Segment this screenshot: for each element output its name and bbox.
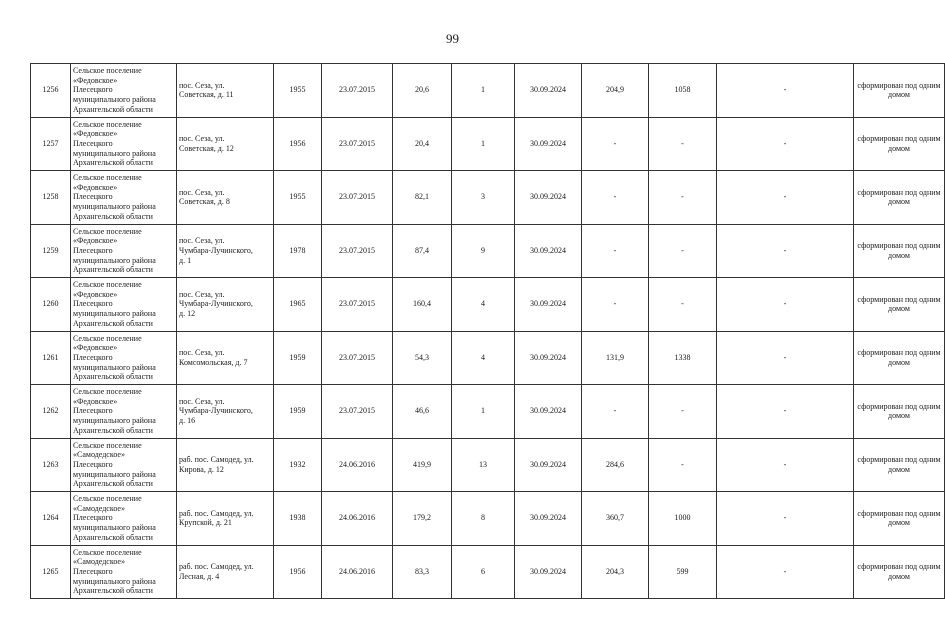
settlement-cell-line: Плесецкого <box>73 192 113 202</box>
settlement-cell-line: «Самодедское» <box>73 503 125 513</box>
settlement-cell-line: Сельское поселение <box>73 494 142 504</box>
recognition-date-cell: 24.06.2016 <box>322 545 393 599</box>
value-cell: 204,3 <box>582 545 649 599</box>
recognition-date-cell: 23.07.2015 <box>322 224 393 278</box>
value-cell: - <box>717 278 854 332</box>
residents-cell: 8 <box>452 492 515 546</box>
residents-cell: 1 <box>452 385 515 439</box>
area-cell: 46,6 <box>393 385 452 439</box>
table-row <box>31 331 945 385</box>
value-cell: - <box>717 438 854 492</box>
settlement-cell-line: Архангельской области <box>73 104 153 114</box>
value-cell: - <box>717 492 854 546</box>
value-cell: - <box>582 278 649 332</box>
row-number-cell: 1265 <box>31 545 71 599</box>
row-number-cell: 1261 <box>31 331 71 385</box>
status-cell: сформирован под одним домом <box>854 331 945 385</box>
address-cell-line: пос. Сеза, ул. <box>179 187 225 197</box>
status-cell: сформирован под одним домом <box>854 278 945 332</box>
address-cell-line: Чумбара-Лучинского, <box>179 406 253 416</box>
row-number-cell: 1264 <box>31 492 71 546</box>
recognition-date-cell: 24.06.2016 <box>322 438 393 492</box>
settlement-cell-line: Архангельской области <box>73 318 153 328</box>
settlement-cell <box>71 171 177 225</box>
settlement-cell-line: Сельское поселение <box>73 226 142 236</box>
settlement-cell-line: Сельское поселение <box>73 66 142 76</box>
settlement-cell-line: «Федовское» <box>73 182 118 192</box>
settlement-cell <box>71 545 177 599</box>
value-cell: - <box>582 117 649 171</box>
value-cell: - <box>717 385 854 439</box>
table-row <box>31 278 945 332</box>
recognition-date-cell: 23.07.2015 <box>322 278 393 332</box>
row-number-cell: 1260 <box>31 278 71 332</box>
address-cell-line: Кирова, д. 12 <box>179 464 224 474</box>
value-cell: - <box>649 278 717 332</box>
settlement-cell-line: Плесецкого <box>73 138 113 148</box>
settlement-cell-line: «Федовское» <box>73 236 118 246</box>
address-cell-line: д. 16 <box>179 416 196 426</box>
address-cell <box>177 438 274 492</box>
address-cell-line: д. 12 <box>179 309 196 319</box>
residents-cell: 9 <box>452 224 515 278</box>
settlement-cell-line: Сельское поселение <box>73 119 142 129</box>
settlement-cell-line: муниципального района <box>73 255 156 265</box>
area-cell: 20,6 <box>393 64 452 118</box>
settlement-cell-line: муниципального района <box>73 469 156 479</box>
value-cell: - <box>649 438 717 492</box>
build-year-cell: 1956 <box>274 117 322 171</box>
build-year-cell: 1978 <box>274 224 322 278</box>
settlement-cell-line: муниципального района <box>73 202 156 212</box>
address-cell-line: пос. Сеза, ул. <box>179 396 225 406</box>
table-row <box>31 545 945 599</box>
area-cell: 419,9 <box>393 438 452 492</box>
value-cell: - <box>582 171 649 225</box>
address-cell-line: раб. пос. Самодед, ул. <box>179 562 254 572</box>
settlement-cell-line: муниципального района <box>73 148 156 158</box>
address-cell-line: пос. Сеза, ул. <box>179 134 225 144</box>
settlement-cell-line: муниципального района <box>73 362 156 372</box>
value-cell: - <box>717 224 854 278</box>
area-cell: 179,2 <box>393 492 452 546</box>
settlement-cell <box>71 438 177 492</box>
settlement-cell-line: Сельское поселение <box>73 440 142 450</box>
residents-cell: 3 <box>452 171 515 225</box>
status-cell: сформирован под одним домом <box>854 224 945 278</box>
settlement-cell-line: Плесецкого <box>73 85 113 95</box>
residents-cell: 4 <box>452 331 515 385</box>
status-cell: сформирован под одним домом <box>854 545 945 599</box>
settlement-cell-line: Сельское поселение <box>73 547 142 557</box>
address-cell <box>177 171 274 225</box>
recognition-date-cell: 24.06.2016 <box>322 492 393 546</box>
value-cell: - <box>649 171 717 225</box>
address-cell-line: пос. Сеза, ул. <box>179 236 225 246</box>
settlement-cell-line: Архангельской области <box>73 211 153 221</box>
recognition-date-cell: 23.07.2015 <box>322 117 393 171</box>
address-cell-line: Советская, д. 11 <box>179 90 234 100</box>
value-cell: 1338 <box>649 331 717 385</box>
row-number-cell: 1258 <box>31 171 71 225</box>
value-cell: - <box>717 117 854 171</box>
settlement-cell-line: Архангельской области <box>73 586 153 596</box>
address-cell-line: Крупской, д. 21 <box>179 518 232 528</box>
area-cell: 87,4 <box>393 224 452 278</box>
deadline-cell: 30.09.2024 <box>515 438 582 492</box>
area-cell: 54,3 <box>393 331 452 385</box>
address-cell-line: раб. пос. Самодед, ул. <box>179 455 254 465</box>
settlement-cell <box>71 331 177 385</box>
build-year-cell: 1955 <box>274 171 322 225</box>
settlement-cell-line: Плесецкого <box>73 245 113 255</box>
value-cell: - <box>649 224 717 278</box>
settlement-cell-line: муниципального района <box>73 576 156 586</box>
deadline-cell: 30.09.2024 <box>515 331 582 385</box>
address-cell <box>177 385 274 439</box>
address-cell <box>177 331 274 385</box>
build-year-cell: 1955 <box>274 64 322 118</box>
recognition-date-cell: 23.07.2015 <box>322 331 393 385</box>
table-row <box>31 385 945 439</box>
settlement-cell-line: Плесецкого <box>73 459 113 469</box>
address-cell <box>177 545 274 599</box>
settlement-cell-line: «Федовское» <box>73 129 118 139</box>
settlement-cell-line: Сельское поселение <box>73 387 142 397</box>
settlement-cell-line: муниципального района <box>73 523 156 533</box>
table-row <box>31 171 945 225</box>
deadline-cell: 30.09.2024 <box>515 492 582 546</box>
row-number-cell: 1263 <box>31 438 71 492</box>
page-number: 99 <box>446 31 459 46</box>
build-year-cell: 1965 <box>274 278 322 332</box>
area-cell: 82,1 <box>393 171 452 225</box>
deadline-cell: 30.09.2024 <box>515 278 582 332</box>
status-cell: сформирован под одним домом <box>854 438 945 492</box>
address-cell-line: Советская, д. 12 <box>179 143 234 153</box>
value-cell: - <box>717 171 854 225</box>
settlement-cell-line: «Самодедское» <box>73 450 125 460</box>
address-cell <box>177 278 274 332</box>
deadline-cell: 30.09.2024 <box>515 117 582 171</box>
settlement-cell <box>71 64 177 118</box>
table-row <box>31 224 945 278</box>
address-cell-line: раб. пос. Самодед, ул. <box>179 508 254 518</box>
deadline-cell: 30.09.2024 <box>515 171 582 225</box>
settlement-cell-line: «Федовское» <box>73 289 118 299</box>
table-row <box>31 64 945 118</box>
settlement-cell <box>71 492 177 546</box>
settlement-cell-line: Архангельской области <box>73 479 153 489</box>
settlement-cell <box>71 385 177 439</box>
recognition-date-cell: 23.07.2015 <box>322 385 393 439</box>
value-cell: 1000 <box>649 492 717 546</box>
settlement-cell-line: Архангельской области <box>73 425 153 435</box>
residents-cell: 1 <box>452 117 515 171</box>
value-cell: - <box>582 385 649 439</box>
value-cell: 204,9 <box>582 64 649 118</box>
address-cell-line: Лесная, д. 4 <box>179 571 220 581</box>
build-year-cell: 1959 <box>274 385 322 439</box>
value-cell: - <box>649 117 717 171</box>
settlement-cell-line: муниципального района <box>73 95 156 105</box>
status-cell: сформирован под одним домом <box>854 171 945 225</box>
status-cell: сформирован под одним домом <box>854 64 945 118</box>
table-body <box>31 64 945 599</box>
row-number-cell: 1262 <box>31 385 71 439</box>
value-cell: 599 <box>649 545 717 599</box>
settlement-cell-line: Плесецкого <box>73 352 113 362</box>
status-cell: сформирован под одним домом <box>854 492 945 546</box>
settlement-cell-line: «Самодедское» <box>73 557 125 567</box>
address-cell <box>177 492 274 546</box>
housing-registry-table <box>30 63 945 599</box>
deadline-cell: 30.09.2024 <box>515 64 582 118</box>
build-year-cell: 1959 <box>274 331 322 385</box>
address-cell-line: Комсомольская, д. 7 <box>179 357 248 367</box>
value-cell: - <box>717 331 854 385</box>
area-cell: 160,4 <box>393 278 452 332</box>
address-cell-line: пос. Сеза, ул. <box>179 289 225 299</box>
residents-cell: 4 <box>452 278 515 332</box>
row-number-cell: 1257 <box>31 117 71 171</box>
residents-cell: 1 <box>452 64 515 118</box>
address-cell <box>177 224 274 278</box>
value-cell: - <box>649 385 717 439</box>
settlement-cell <box>71 117 177 171</box>
build-year-cell: 1932 <box>274 438 322 492</box>
settlement-cell-line: «Федовское» <box>73 75 118 85</box>
table-row <box>31 492 945 546</box>
address-cell-line: Чумбара-Лучинского, <box>179 245 253 255</box>
settlement-cell-line: Плесецкого <box>73 566 113 576</box>
value-cell: 360,7 <box>582 492 649 546</box>
address-cell-line: Чумбара-Лучинского, <box>179 299 253 309</box>
settlement-cell-line: Сельское поселение <box>73 173 142 183</box>
value-cell: - <box>582 224 649 278</box>
settlement-cell-line: Сельское поселение <box>73 333 142 343</box>
address-cell-line: пос. Сеза, ул. <box>179 348 225 358</box>
area-cell: 83,3 <box>393 545 452 599</box>
status-cell: сформирован под одним домом <box>854 385 945 439</box>
recognition-date-cell: 23.07.2015 <box>322 64 393 118</box>
deadline-cell: 30.09.2024 <box>515 224 582 278</box>
value-cell: 1058 <box>649 64 717 118</box>
table-row <box>31 117 945 171</box>
settlement-cell-line: «Федовское» <box>73 396 118 406</box>
table-row <box>31 438 945 492</box>
address-cell-line: Советская, д. 8 <box>179 197 230 207</box>
address-cell <box>177 117 274 171</box>
settlement-cell-line: Плесецкого <box>73 406 113 416</box>
value-cell: 284,6 <box>582 438 649 492</box>
value-cell: - <box>717 64 854 118</box>
build-year-cell: 1938 <box>274 492 322 546</box>
settlement-cell-line: Плесецкого <box>73 513 113 523</box>
recognition-date-cell: 23.07.2015 <box>322 171 393 225</box>
address-cell <box>177 64 274 118</box>
settlement-cell-line: Архангельской области <box>73 372 153 382</box>
value-cell: - <box>717 545 854 599</box>
deadline-cell: 30.09.2024 <box>515 545 582 599</box>
settlement-cell-line: Плесецкого <box>73 299 113 309</box>
settlement-cell-line: Архангельской области <box>73 532 153 542</box>
settlement-cell <box>71 278 177 332</box>
settlement-cell-line: «Федовское» <box>73 343 118 353</box>
residents-cell: 6 <box>452 545 515 599</box>
address-cell-line: д. 1 <box>179 255 192 265</box>
build-year-cell: 1956 <box>274 545 322 599</box>
row-number-cell: 1259 <box>31 224 71 278</box>
settlement-cell-line: Сельское поселение <box>73 280 142 290</box>
deadline-cell: 30.09.2024 <box>515 385 582 439</box>
status-cell: сформирован под одним домом <box>854 117 945 171</box>
address-cell-line: пос. Сеза, ул. <box>179 80 225 90</box>
row-number-cell: 1256 <box>31 64 71 118</box>
settlement-cell <box>71 224 177 278</box>
residents-cell: 13 <box>452 438 515 492</box>
settlement-cell-line: муниципального района <box>73 309 156 319</box>
area-cell: 20,4 <box>393 117 452 171</box>
settlement-cell-line: муниципального района <box>73 416 156 426</box>
value-cell: 131,9 <box>582 331 649 385</box>
settlement-cell-line: Архангельской области <box>73 265 153 275</box>
settlement-cell-line: Архангельской области <box>73 158 153 168</box>
